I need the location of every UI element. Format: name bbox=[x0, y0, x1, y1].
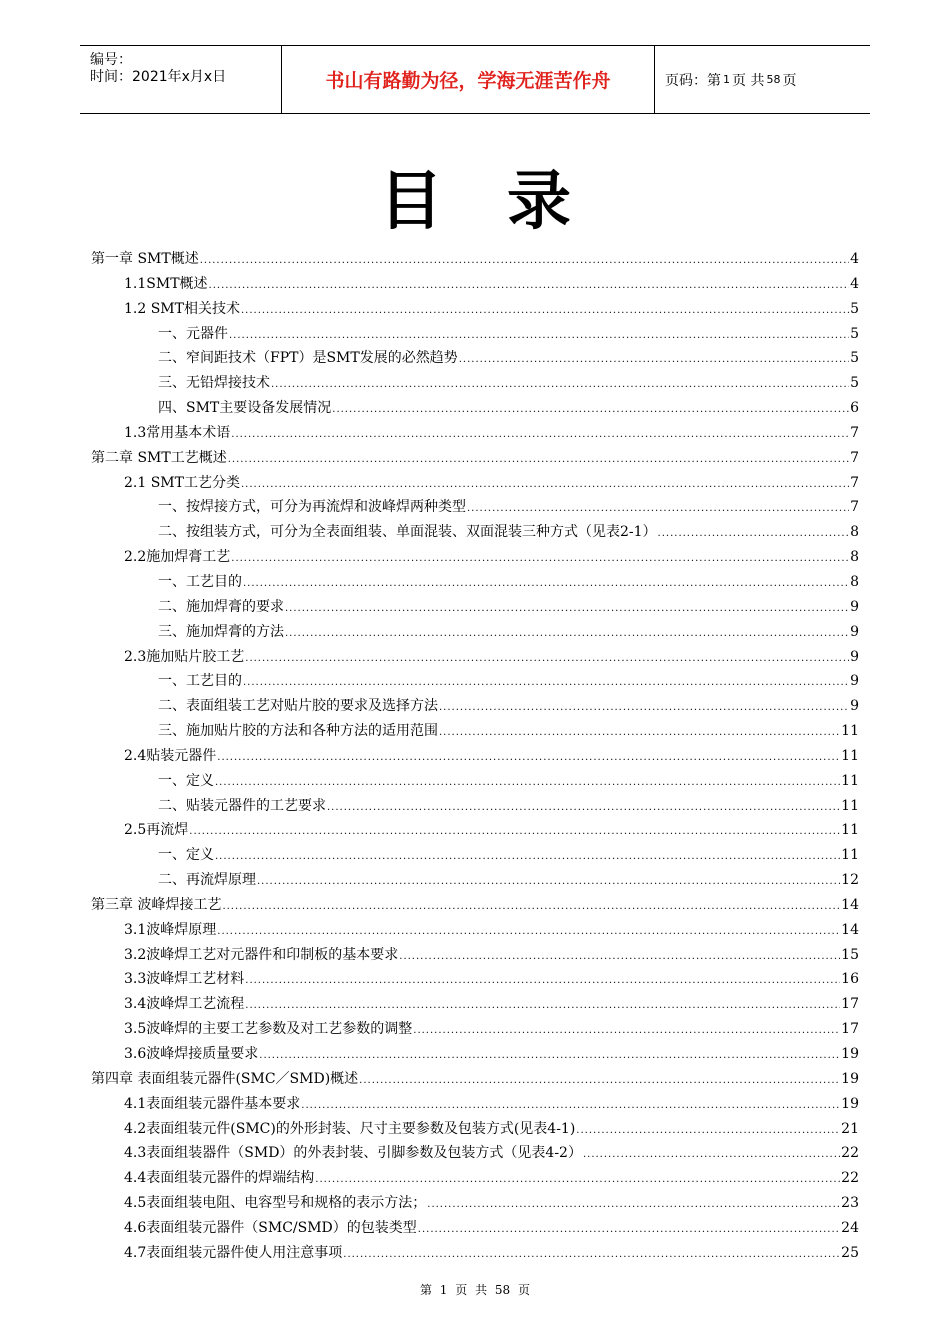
toc-entry-title: 4.3表面组装器件（SMD）的外表封装、引脚参数及包装方式（见表4-2） bbox=[124, 1145, 582, 1162]
toc-entry-title: 二、施加焊膏的要求 bbox=[158, 598, 284, 615]
toc-dot-leader bbox=[217, 746, 840, 771]
toc-entry-page: 23 bbox=[841, 1195, 859, 1212]
toc-dot-leader bbox=[209, 274, 850, 299]
toc-dot-leader bbox=[583, 1143, 840, 1168]
footer-mid: 页 共 bbox=[455, 1283, 488, 1297]
toc-entry[interactable] bbox=[91, 322, 859, 347]
toc-entry[interactable] bbox=[91, 495, 859, 520]
toc-entry-page: 9 bbox=[850, 598, 859, 615]
toc-entry-title: 4.7表面组装元器件使人用注意事项 bbox=[124, 1244, 343, 1261]
toc-dot-leader bbox=[245, 969, 840, 994]
toc-dot-leader bbox=[658, 522, 850, 547]
toc-dot-leader bbox=[327, 796, 840, 821]
toc-entry-page: 7 bbox=[850, 474, 859, 491]
toc-entry-title: 4.1表面组装元器件基本要求 bbox=[124, 1095, 301, 1112]
page-title: 目录 bbox=[379, 165, 635, 239]
toc-entry[interactable] bbox=[91, 769, 859, 794]
toc-entry[interactable] bbox=[91, 520, 859, 545]
toc-entry[interactable] bbox=[91, 471, 859, 496]
toc-entry-page: 19 bbox=[841, 1070, 859, 1087]
toc-entry-title: 四、SMT主要设备发展情况 bbox=[158, 400, 332, 417]
toc-dot-leader bbox=[576, 1119, 840, 1144]
toc-entry-page: 5 bbox=[850, 300, 859, 317]
toc-entry-title: 三、无铅焊接技术 bbox=[158, 375, 270, 392]
toc-entry-page: 12 bbox=[841, 872, 859, 889]
toc-entry-title: 4.2表面组装元件(SMC)的外形封装、尺寸主要参数及包装方式(见表4-1) bbox=[124, 1120, 576, 1137]
toc-entry-title: 第二章 SMT工艺概述 bbox=[91, 449, 227, 466]
toc-dot-leader bbox=[285, 597, 849, 622]
toc-entry[interactable] bbox=[91, 396, 859, 421]
toc-entry-title: 三、施加焊膏的方法 bbox=[158, 623, 284, 640]
table-of-contents bbox=[91, 247, 859, 1266]
document-header bbox=[80, 45, 870, 114]
toc-entry[interactable] bbox=[91, 272, 859, 297]
toc-entry[interactable] bbox=[91, 570, 859, 595]
toc-entry-page: 11 bbox=[841, 772, 859, 789]
toc-entry-page: 8 bbox=[850, 549, 859, 566]
toc-dot-leader bbox=[257, 870, 840, 895]
toc-entry[interactable] bbox=[91, 1166, 859, 1191]
toc-entry-title: 二、按组装方式，可分为全表面组装、单面混装、双面混装三种方式（见表2-1） bbox=[158, 524, 657, 541]
toc-entry-page: 14 bbox=[841, 896, 859, 913]
toc-entry-title: 2.1 SMT工艺分类 bbox=[124, 474, 240, 491]
toc-entry[interactable] bbox=[91, 1017, 859, 1042]
toc-entry[interactable] bbox=[91, 645, 859, 670]
header-page-num: 1 bbox=[723, 73, 730, 86]
toc-entry[interactable] bbox=[91, 893, 859, 918]
toc-entry-page: 17 bbox=[841, 1021, 859, 1038]
toc-dot-leader bbox=[241, 473, 849, 498]
toc-dot-leader bbox=[245, 994, 840, 1019]
header-page-info bbox=[655, 46, 870, 113]
toc-dot-leader bbox=[315, 1168, 840, 1193]
toc-entry-page: 24 bbox=[841, 1219, 859, 1236]
toc-entry-title: 1.1SMT概述 bbox=[124, 275, 208, 292]
toc-entry[interactable] bbox=[91, 1117, 859, 1142]
toc-dot-leader bbox=[399, 945, 840, 970]
toc-entry-title: 二、表面组装工艺对贴片胶的要求及选择方法 bbox=[158, 698, 438, 715]
toc-entry-title: 第三章 波峰焊接工艺 bbox=[91, 896, 222, 913]
toc-entry[interactable] bbox=[91, 247, 859, 272]
toc-dot-leader bbox=[228, 448, 849, 473]
toc-entry-title: 一、元器件 bbox=[158, 325, 228, 342]
toc-entry-page: 7 bbox=[850, 424, 859, 441]
toc-entry[interactable] bbox=[91, 967, 859, 992]
toc-entry-page: 6 bbox=[850, 400, 859, 417]
toc-entry-page: 9 bbox=[850, 698, 859, 715]
toc-dot-leader bbox=[245, 647, 849, 672]
toc-entry-page: 8 bbox=[850, 573, 859, 590]
toc-entry-title: 3.2波峰焊工艺对元器件和印制板的基本要求 bbox=[124, 946, 399, 963]
toc-entry-title: 3.6波峰焊接质量要求 bbox=[124, 1046, 259, 1062]
toc-entry-title: 4.6表面组装元器件（SMC/SMD）的包装类型 bbox=[124, 1219, 417, 1236]
toc-entry-page: 22 bbox=[841, 1170, 859, 1187]
toc-dot-leader bbox=[359, 1069, 840, 1094]
header-motto: 书山有路勤为径，学海无涯苦作舟 bbox=[282, 46, 655, 113]
toc-entry-title: 三、施加贴片胶的方法和各种方法的适用范围 bbox=[158, 723, 438, 740]
toc-dot-leader bbox=[189, 820, 840, 845]
toc-entry-page: 9 bbox=[850, 673, 859, 690]
toc-dot-leader bbox=[231, 547, 849, 572]
toc-dot-leader bbox=[222, 895, 840, 920]
toc-entry[interactable] bbox=[91, 694, 859, 719]
toc-entry-page: 11 bbox=[841, 822, 859, 839]
toc-entry[interactable] bbox=[91, 992, 859, 1017]
toc-entry-page: 5 bbox=[850, 350, 859, 367]
toc-entry-page: 5 bbox=[850, 325, 859, 342]
toc-entry-title: 2.3施加贴片胶工艺 bbox=[124, 648, 245, 665]
toc-entry[interactable] bbox=[91, 918, 859, 943]
toc-entry-page: 22 bbox=[841, 1145, 859, 1162]
toc-entry-page: 17 bbox=[841, 996, 859, 1013]
toc-entry[interactable] bbox=[91, 545, 859, 570]
toc-entry[interactable] bbox=[91, 446, 859, 471]
footer-total: 58 bbox=[494, 1283, 511, 1297]
toc-dot-leader bbox=[332, 398, 849, 423]
toc-dot-leader bbox=[259, 1044, 840, 1069]
toc-entry-title: 一、定义 bbox=[158, 772, 214, 789]
toc-dot-leader bbox=[343, 1243, 840, 1268]
toc-dot-leader bbox=[439, 721, 840, 746]
toc-entry-page: 11 bbox=[841, 847, 859, 864]
toc-dot-leader bbox=[215, 771, 840, 796]
toc-entry[interactable] bbox=[91, 297, 859, 322]
header-page-total: 58 bbox=[766, 73, 781, 86]
toc-entry[interactable] bbox=[91, 371, 859, 396]
toc-entry-page: 21 bbox=[841, 1120, 859, 1137]
header-meta bbox=[80, 46, 282, 113]
toc-dot-leader bbox=[241, 299, 849, 324]
footer-suffix: 页 bbox=[518, 1283, 531, 1297]
toc-entry-page: 9 bbox=[850, 623, 859, 640]
toc-entry-page: 14 bbox=[841, 921, 859, 938]
toc-entry[interactable] bbox=[91, 669, 859, 694]
toc-entry-title: 4.5表面组装电阻、电容型号和规格的表示方法； bbox=[124, 1195, 427, 1212]
toc-entry[interactable] bbox=[91, 421, 859, 446]
toc-entry-page: 4 bbox=[850, 275, 859, 292]
toc-entry-title: 2.4贴装元器件 bbox=[124, 747, 217, 764]
toc-entry[interactable] bbox=[91, 943, 859, 968]
toc-entry-page: 11 bbox=[841, 747, 859, 764]
toc-entry[interactable] bbox=[91, 868, 859, 893]
footer-prefix: 第 bbox=[419, 1283, 432, 1297]
toc-dot-leader bbox=[243, 572, 849, 597]
toc-entry[interactable] bbox=[91, 843, 859, 868]
toc-entry-page: 19 bbox=[841, 1046, 859, 1062]
toc-entry-page: 25 bbox=[841, 1244, 859, 1261]
time-label: 时间：2021年x月x日 bbox=[90, 69, 227, 85]
toc-entry-title: 一、定义 bbox=[158, 847, 214, 864]
toc-entry[interactable] bbox=[91, 620, 859, 645]
toc-entry[interactable] bbox=[91, 1141, 859, 1166]
toc-entry-page: 9 bbox=[850, 648, 859, 665]
toc-entry[interactable] bbox=[91, 346, 859, 371]
toc-entry[interactable] bbox=[91, 1241, 859, 1266]
toc-entry[interactable] bbox=[91, 719, 859, 744]
toc-entry-title: 2.2施加焊膏工艺 bbox=[124, 549, 231, 566]
toc-entry[interactable] bbox=[91, 1067, 859, 1092]
toc-entry-page: 16 bbox=[841, 971, 859, 988]
toc-dot-leader bbox=[215, 845, 840, 870]
toc-dot-leader bbox=[418, 1218, 840, 1243]
header-page-prefix: 页码：第 bbox=[665, 72, 721, 89]
toc-entry[interactable] bbox=[91, 818, 859, 843]
toc-entry-title: 二、窄间距技术（FPT）是SMT发展的必然趋势 bbox=[158, 350, 458, 367]
toc-entry-page: 11 bbox=[841, 797, 859, 814]
toc-entry-page: 8 bbox=[850, 524, 859, 541]
toc-entry-title: 4.4表面组装元器件的焊端结构 bbox=[124, 1170, 315, 1187]
toc-entry-page: 19 bbox=[841, 1095, 859, 1112]
toc-dot-leader bbox=[200, 249, 849, 274]
toc-dot-leader bbox=[285, 622, 849, 647]
toc-entry-title: 一、工艺目的 bbox=[158, 673, 242, 690]
toc-dot-leader bbox=[229, 324, 849, 349]
toc-entry[interactable] bbox=[91, 1191, 859, 1216]
toc-dot-leader bbox=[243, 671, 849, 696]
toc-dot-leader bbox=[231, 423, 849, 448]
toc-dot-leader bbox=[439, 696, 849, 721]
toc-entry-title: 二、再流焊原理 bbox=[158, 872, 256, 889]
page-footer bbox=[0, 1281, 950, 1298]
toc-entry-title: 1.2 SMT相关技术 bbox=[124, 300, 240, 317]
toc-entry-title: 第一章 SMT概述 bbox=[91, 251, 199, 267]
toc-entry-page: 15 bbox=[841, 946, 859, 963]
header-page-suffix: 页 bbox=[782, 72, 797, 89]
serial-label: 编号： bbox=[90, 52, 132, 68]
toc-entry-page: 5 bbox=[850, 375, 859, 392]
toc-dot-leader bbox=[459, 348, 849, 373]
toc-entry[interactable] bbox=[91, 744, 859, 769]
toc-entry[interactable] bbox=[91, 1092, 859, 1117]
toc-entry-title: 1.3常用基本术语 bbox=[124, 424, 231, 441]
toc-entry-title: 二、贴装元器件的工艺要求 bbox=[158, 797, 326, 814]
toc-dot-leader bbox=[217, 920, 840, 945]
toc-entry[interactable] bbox=[91, 794, 859, 819]
toc-dot-leader bbox=[301, 1094, 840, 1119]
header-page-mid: 页 共 bbox=[732, 72, 765, 89]
toc-entry-title: 一、按焊接方式，可分为再流焊和波峰焊两种类型 bbox=[158, 499, 466, 516]
footer-page: 1 bbox=[439, 1283, 448, 1297]
toc-dot-leader bbox=[413, 1019, 840, 1044]
toc-entry-title: 3.5波峰焊的主要工艺参数及对工艺参数的调整 bbox=[124, 1021, 413, 1038]
toc-entry-title: 3.3波峰焊工艺材料 bbox=[124, 971, 245, 988]
toc-dot-leader bbox=[467, 497, 849, 522]
toc-entry[interactable] bbox=[91, 1216, 859, 1241]
toc-entry-title: 2.5再流焊 bbox=[124, 822, 189, 839]
toc-entry-title: 3.4波峰焊工艺流程 bbox=[124, 996, 245, 1013]
toc-entry-title: 第四章 表面组装元器件(SMC／SMD)概述 bbox=[91, 1070, 359, 1087]
toc-dot-leader bbox=[427, 1193, 840, 1218]
toc-entry-title: 一、工艺目的 bbox=[158, 573, 242, 590]
toc-entry-page: 11 bbox=[841, 723, 859, 740]
toc-entry-page: 7 bbox=[850, 499, 859, 516]
toc-entry-page: 4 bbox=[850, 251, 859, 267]
toc-entry-title: 3.1波峰焊原理 bbox=[124, 921, 217, 938]
toc-dot-leader bbox=[271, 373, 849, 398]
toc-entry[interactable] bbox=[91, 595, 859, 620]
toc-entry-page: 7 bbox=[850, 449, 859, 466]
toc-entry[interactable] bbox=[91, 1042, 859, 1067]
